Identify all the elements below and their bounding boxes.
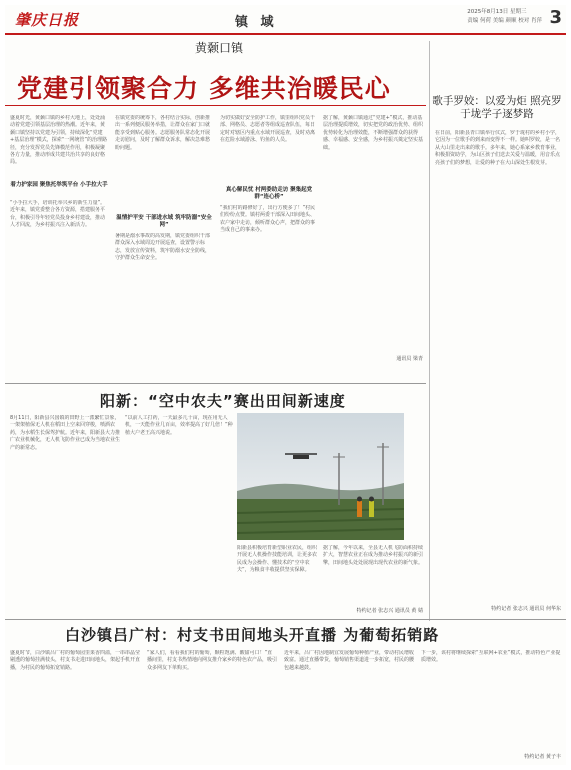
sidebar-body: 在日前，阳新县青口镇举行仪式，罗于垅村的乡村小学，它因为一位歌手的到来而变得不一样。她叫罗姣，是一名从大山里走出来的歌手。多年来，她心系家乡教育事业，积极捐资助学，为山区孩子们送去关爱与温暖，用音乐点亮孩子们的梦想，让爱的种子在大山深处生根发芽。: [435, 130, 561, 166]
lead-headline: 党建引领聚合力 多维共治暖民心: [17, 74, 391, 103]
sidebar-headline: 歌手罗姣：以爱为炬 照亮罗于垅学子逐梦路: [432, 95, 562, 120]
lead-col4: 据了解，黄颡口镇通过“党建+”模式，推动基层治理提质增效，切实把党的政治优势、组织优势转化为治理效能，不断增强群众的获得感、幸福感、安全感，为乡村振兴奠定坚实基础。: [323, 115, 423, 151]
lead-col3b: “我们村的路修好了，出行方便多了！”村民们纷纷点赞。镇村两委干部深入田间地头、农户家中走访，倾听群众心声，把群众的事当成自己的事来办。: [220, 205, 316, 234]
story2-col2: “以前人工打药，一天最多几十亩，现在用无人机，一天能作业几百亩，效率提高了好几倍！”种植大户老王高兴地说。: [125, 415, 233, 436]
section-name: 镇 域: [235, 15, 278, 30]
lead-subhead-2: 温情护平安 干部进水域 筑牢防溺“安全网”: [116, 215, 212, 228]
lead-col2b: 暑期是溺水事故的高发期，镇党委组织干部群众深入水域周边开展巡查，设置警示标志，发放宣传资料，筑牢防溺水安全防线，守护群众生命安全。: [115, 233, 211, 262]
story3-col1: 盛夏时节，白沙镇吕广村的葡萄园里果香四溢，一串串晶莹剔透的葡萄挂满枝头，村支书走进田间地头，架起手机开直播，为村民的葡萄拓宽销路。: [10, 650, 140, 671]
sidebar-byline: 特约记者 张志兴 通讯员 何华东: [491, 606, 561, 612]
lead-subhead-3: 真心解民忧 村两委助走访 聚集起党群“连心桥”: [225, 187, 313, 200]
story2-byline: 特约记者 张志兴 通讯员 黄 婧: [356, 608, 423, 614]
story3-headline: 白沙镇吕广村：村支书田间地头开直播 为葡萄拓销路: [65, 626, 440, 644]
masthead: [5, 5, 566, 35]
story2-headline: 阳新：“空中农夫”赛出田间新速度: [100, 392, 346, 410]
issue-editors: 责编 何荷 美编 颜顺 校对 肖萍: [467, 18, 542, 24]
story3-col4: 下一步，该村将继续探索“互联网+农业”模式，推动特色产业提质增效。: [421, 650, 561, 664]
issue-date: 2025年8月13日 星期三: [467, 9, 527, 15]
story2-col1: 8月11日，阳新县兴国镇的田野上一派繁忙景象，一架架植保无人机在稻田上空来回穿梭，喷洒农药，为水稻生长保驾护航。近年来，阳新县大力推广农业机械化，无人机飞防作业已成为当地农业生产的新常态。: [10, 415, 120, 451]
lead-col3: 为切实做好安全防护工作，镇里组织党员干部、网格员、志愿者等组成巡查队伍，每日定时对辖区内重点水域开展巡查，及时劝离在危险水域游泳、钓鱼的人员。: [220, 115, 316, 144]
issue-meta: [467, 8, 542, 26]
story3-col3: 近年来，吕广村因地制宜发展葡萄种植产业，带动村民增收致富。通过直播带货，葡萄销售渠道进一步拓宽，村民的腰包越来越鼓。: [284, 650, 414, 671]
newspaper-page: [5, 5, 566, 765]
drone-photo-image: [237, 413, 404, 540]
lead-subhead-1: 着力护家园 聚焦托举筑平台 小手拉大手: [10, 182, 108, 188]
story3-col2: “家人们，看看我们村的葡萄，颗粒饱满、酸甜可口！”直播间里，村支书热情地向网友推介家乡的特色农产品，吸引众多网友下单购买。: [147, 650, 277, 671]
lead-rule: [5, 105, 426, 106]
drone-photo: [237, 413, 404, 540]
sidebar-divider: [429, 41, 430, 621]
newspaper-logo: 肇庆日报: [15, 11, 80, 29]
lead-col2: 在镇党委的统筹下，各村结合实际，创新推出一系列便民服务举措，让群众在家门口就能享受到贴心服务。志愿服务队常态化开展走访慰问，及时了解群众诉求，解决急难愁盼问题。: [115, 115, 211, 151]
lead-byline: 通讯员 梁青: [396, 356, 423, 362]
story2-rule: [5, 383, 426, 384]
lead-kicker: 黄颡口镇: [195, 41, 244, 55]
story2-col4: 据了解，今年以来，全县无人机飞防面积持续扩大，智慧农业正在成为推动乡村振兴的新引擎，田间地头处处展现出现代农业的新气象。: [323, 545, 423, 566]
story3-byline: 特约记者 黄子丰: [524, 754, 561, 760]
story3-rule: [5, 619, 566, 620]
story2-col3: 阳新县积极培育新型职业农民，组织开展无人机操作技能培训，让更多农民成为会操作、懂技术的“空中农夫”，为粮食丰收提供坚实保障。: [237, 545, 317, 574]
page-number: 3: [549, 7, 562, 28]
lead-col1: 盛夏时光，黄颡口镇的乡村大地上，处处涌动着党建引领基层治理的热潮。近年来，黄颡口镇坚持以党建为引领，持续深化“党建+基层治理”模式，探索“一网统管”的治理路径，充分发挥党员先锋模范作用，积极凝聚各方力量，推动形成共建共治共享的良好格局。: [10, 115, 107, 166]
lead-col1b: “小手拉大手，培训托举兴乡的新生力量”。近年来，镇党委整合各方资源，搭建服务平台，积极引导年轻党员投身乡村建设，推动人才回流，为乡村振兴注入新活力。: [10, 200, 106, 229]
